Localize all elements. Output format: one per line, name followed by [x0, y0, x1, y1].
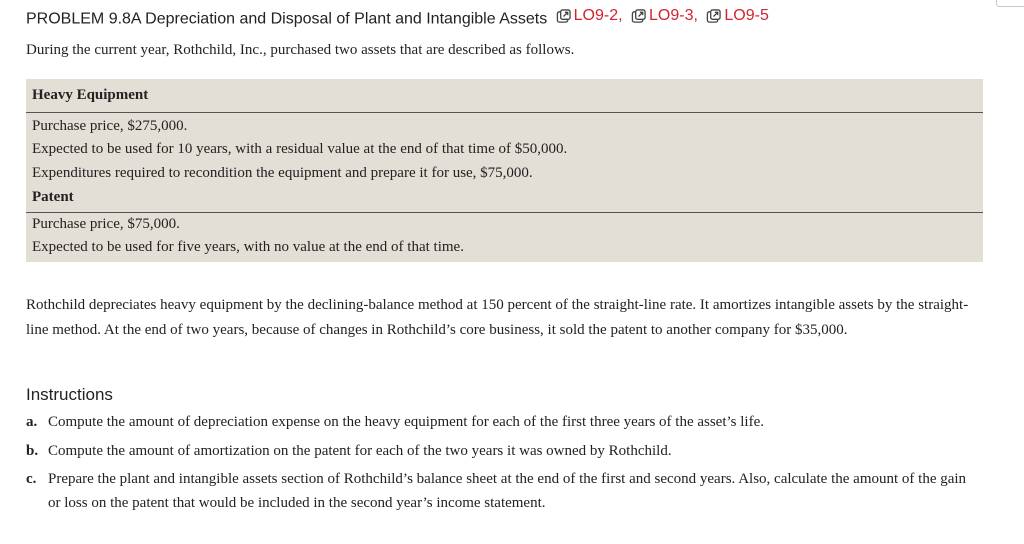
table-row: Purchase price, $75,000.: [32, 216, 180, 232]
lo-link-2[interactable]: [627, 7, 698, 25]
lo-text-3: LO9-5: [724, 7, 769, 24]
section-heading-heavy-equipment: Heavy Equipment: [32, 87, 149, 103]
instruction-item-c: [26, 468, 976, 515]
instruction-letter: b.: [26, 443, 39, 459]
instruction-text: Compute the amount of amortization on the patent for each of the two years it was owned by Rothchild.: [48, 443, 672, 459]
lo-text-1: LO9-2,: [573, 7, 623, 24]
problem-title-bar: [26, 7, 769, 29]
section-divider: [26, 212, 983, 213]
problem-title: Depreciation and Disposal of Plant and Intangible Assets: [145, 10, 548, 28]
assets-table: [26, 79, 983, 262]
instruction-text: Prepare the plant and intangible assets section of Rothchild’s balance sheet at the end of the first and second years. Also, calculate the amount of the gain or loss on the patent that would be included in the second year’s income statement.: [48, 471, 967, 511]
intro-text: During the current year, Rothchild, Inc., purchased two assets that are described as follows.: [26, 42, 575, 58]
lo-link-1[interactable]: [552, 7, 623, 25]
lo-text-2: LO9-3,: [649, 7, 698, 24]
problem-label: PROBLEM 9.8A: [26, 10, 141, 28]
instruction-item-b: [26, 440, 976, 464]
window-corner-control: [996, 0, 1024, 7]
table-row: Expected to be used for five years, with no value at the end of that time.: [32, 239, 464, 255]
method-paragraph: Rothchild depreciates heavy equipment by the declining-balance method at 150 percent of the straight-line rate. It amortizes intangible assets by the straight-line method. At the end of two years, because of changes in Rothchild’s core business, it sold the patent to another company for $35,000.: [26, 297, 969, 338]
instruction-text: Compute the amount of depreciation expense on the heavy equipment for each of the first three years of the asset’s life.: [48, 414, 765, 430]
instruction-letter: c.: [26, 471, 37, 487]
external-link-icon: [631, 9, 646, 24]
section-divider: [26, 112, 983, 113]
table-row: Purchase price, $275,000.: [32, 118, 188, 134]
section-heading-patent: Patent: [32, 189, 74, 205]
table-row: Expected to be used for 10 years, with a residual value at the end of that time of $50,000.: [32, 141, 568, 157]
lo-link-3[interactable]: [702, 7, 768, 25]
table-row: Expenditures required to recondition the equipment and prepare it for use, $75,000.: [32, 165, 533, 181]
instruction-letter: a.: [26, 414, 38, 430]
instruction-item-a: [26, 411, 976, 435]
external-link-icon: [706, 9, 721, 24]
external-link-icon: [556, 9, 571, 24]
instructions-heading: Instructions: [26, 385, 113, 404]
